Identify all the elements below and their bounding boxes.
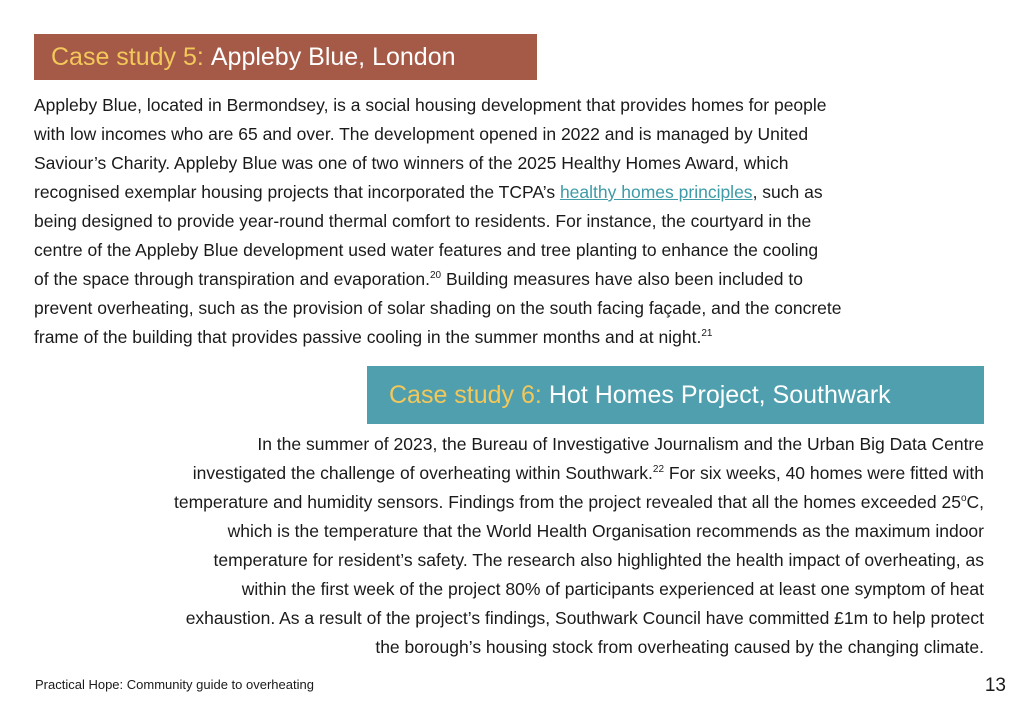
- text-line: the borough’s housing stock from overheating caused by the changing climate.: [375, 637, 984, 657]
- footnote-ref-21: 21: [701, 328, 713, 340]
- healthy-homes-principles-link[interactable]: healthy homes principles: [559, 182, 753, 202]
- text-line: Appleby Blue, located in Bermondsey, is a social housing development that provides homes for people: [34, 95, 827, 115]
- text-line: being designed to provide year-round thermal comfort to residents. For instance, the courtyard in the: [34, 211, 812, 231]
- footnote-ref-22: 22: [652, 464, 665, 476]
- text-line: recognised exemplar housing projects that incorporated the TCPA’s healthy homes principles, such as: [34, 182, 823, 202]
- case-study-6-body: [26, 430, 984, 662]
- text-line: Saviour’s Charity. Appleby Blue was one of two winners of the 2025 Healthy Homes Award, which: [34, 153, 789, 173]
- case-study-5-heading: [34, 34, 537, 80]
- text-line: of the space through transpiration and evaporation.$^{20}$ Building measures have also been included to: [34, 269, 803, 289]
- text-line: investigated the challenge of overheating within Southwark.$^{22}$ For six weeks, 40 homes were fitted with: [192, 463, 984, 483]
- degree-symbol: o: [960, 493, 967, 505]
- case-study-6-label: Case study 6:: [389, 380, 542, 409]
- text-line: In the summer of 2023, the Bureau of Investigative Journalism and the Urban Big Data Centre: [257, 434, 984, 454]
- case-study-6-heading: [367, 366, 984, 424]
- case-study-6-title: Hot Homes Project, Southwark: [548, 380, 891, 409]
- text-line: prevent overheating, such as the provision of solar shading on the south facing façade, and the concrete: [34, 298, 842, 318]
- text-line: centre of the Appleby Blue development used water features and tree planting to enhance the cooling: [34, 240, 819, 260]
- footer-title: Practical Hope: Community guide to overheating: [35, 677, 314, 692]
- page-number: 13: [984, 675, 1006, 696]
- text-line: within the first week of the project 80% of participants experienced at least one symptom of heat: [241, 579, 984, 599]
- text-line: which is the temperature that the World Health Organisation recommends as the maximum indoor: [227, 521, 984, 541]
- text-line: temperature for resident’s safety. The research also highlighted the health impact of overheating, as: [213, 550, 984, 570]
- text-line: with low incomes who are 65 and over. The development opened in 2022 and is managed by United: [34, 124, 809, 144]
- case-study-5-title: Appleby Blue, London: [210, 42, 456, 71]
- text-line: exhaustion. As a result of the project’s findings, Southwark Council have committed £1m to help protect: [185, 608, 984, 628]
- text-line: temperature and humidity sensors. Findings from the project revealed that all the homes exceeded 25$^o$C,: [173, 492, 984, 512]
- case-study-5-label: Case study 5:: [51, 42, 204, 71]
- case-study-5-body: [34, 91, 994, 352]
- footnote-ref-20: 20: [429, 270, 442, 282]
- text-line: frame of the building that provides passive cooling in the summer months and at night.$^{21}$: [34, 327, 713, 347]
